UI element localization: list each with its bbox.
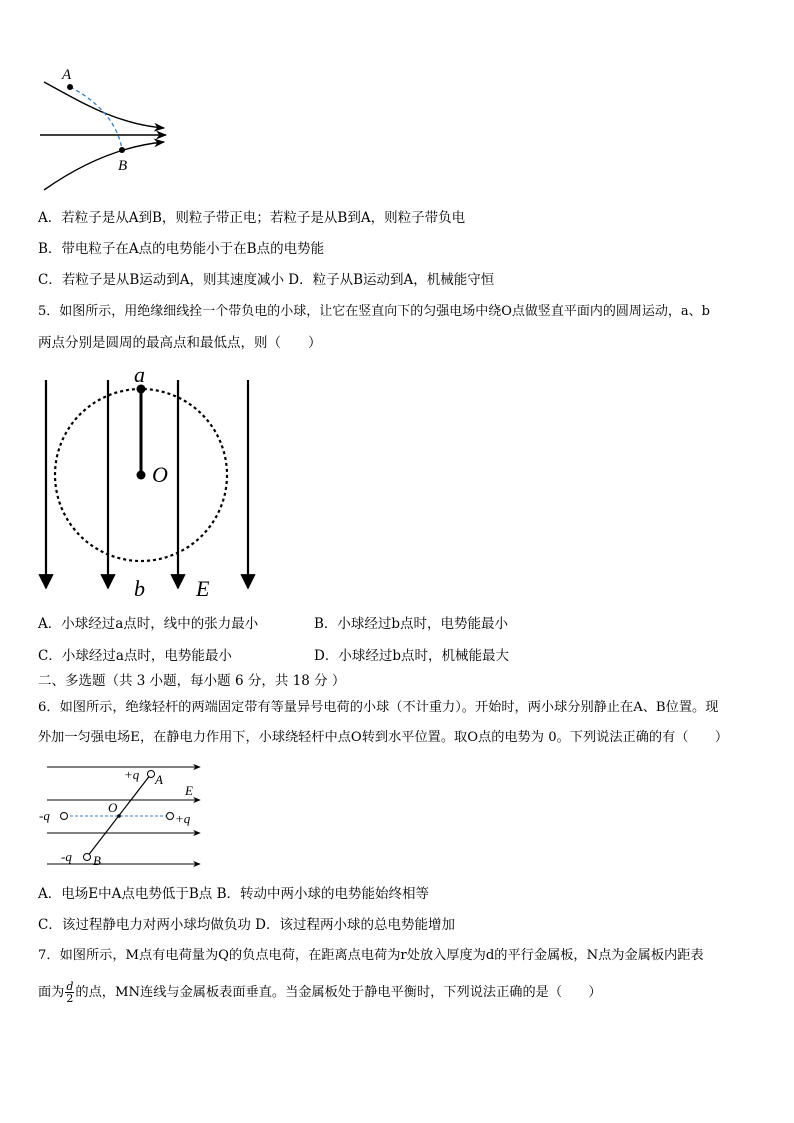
label-b: B [118,158,128,174]
q7-stem-line2 [38,980,602,1006]
q4-option-cd: C．若粒子是从B运动到A，则其速度减小 D．粒子从B运动到A，机械能守恒 [38,272,495,288]
figure-rod-in-field [35,757,210,872]
q5-option-d: D．小球经过b点时，机械能最大 [314,648,509,664]
label-a: A [155,772,163,787]
q7-stem-line2-pre: 面为 [38,985,65,1000]
fraction-denominator: 2 [66,992,74,1005]
label-o: O [152,462,168,487]
q6-stem-line1: 6．如图所示，绝缘轻杆的两端固定带有等量异号电荷的小球（不计重力）。开始时，两小球分别静止在A、B位置。现 [38,700,719,715]
pivot-o [117,814,121,818]
field-line-bottom [44,142,164,190]
label-plus-q-right: +q [175,811,191,826]
ball-top [148,771,155,778]
ball-right [167,813,174,820]
trajectory-dashed [70,87,122,150]
label-o: O [108,800,118,815]
label-a: a [134,362,145,387]
label-minus-q-left: -q [39,808,50,823]
q5-option-a: A．小球经过a点时，线中的张力最小 [38,616,259,632]
q7-stem-line2-post: 的点，MN连线与金属板表面垂直。当金属板处于静电平衡时，下列说法正确的是（ ） [75,985,602,1000]
figure-field-trajectory [36,62,186,197]
q5-stem-line1: 5．如图所示，用绝缘细线拴一个带负电的小球，让它在竖直向下的匀强电场中绕O点做竖直平面内的圆周运动，a、b [38,304,711,319]
q4-option-b: B．带电粒子在A点的电势能小于在B点的电势能 [38,241,325,257]
point-b [119,147,125,153]
q5-option-c: C．小球经过a点时，电势能最小 [38,648,232,664]
label-plus-q-top: +q [124,767,140,782]
q6-option-cd: C．该过程静电力对两小球均做负功 D．该过程两小球的总电势能增加 [38,917,455,933]
fraction-numerator: d [66,980,74,993]
q7-stem-line1: 7．如图所示，M点有电荷量为Q的负点电荷，在距离点电荷为r处放入厚度为d的平行金属板，N点为金属板内距表 [38,948,704,963]
center-o [137,471,146,480]
label-e: E [196,576,210,600]
ball-bottom [84,854,91,861]
q6-stem-line2: 外加一匀强电场E，在静电力作用下，小球绕轻杆中点O转到水平位置。取O点的电势为 0。下列说法正确的有（ ） [38,730,729,745]
label-b: b [134,576,145,600]
ball-left [61,813,68,820]
field-line-top [44,82,164,128]
label-minus-q-bottom: -q [61,849,72,864]
point-a [67,84,73,90]
q6-option-ab: A．电场E中A点电势低于B点 B．转动中两小球的电势能始终相等 [38,886,429,902]
q5-option-b: B．小球经过b点时，电势能最小 [314,616,509,632]
label-e: E [185,783,193,798]
section-heading-multiple-choice: 二、多选题（共 3 小题，每小题 6 分，共 18 分 ） [38,673,346,689]
fraction-d-over-2 [65,981,74,1004]
label-b: B [93,853,101,868]
label-a: A [62,67,72,83]
q4-option-a: A．若粒子是从A到B，则粒子带正电；若粒子是从B到A，则粒子带负电 [38,210,466,226]
figure-circle-in-field [30,360,260,600]
q5-stem-line2: 两点分别是圆周的最高点和最低点，则（ ） [38,335,322,351]
